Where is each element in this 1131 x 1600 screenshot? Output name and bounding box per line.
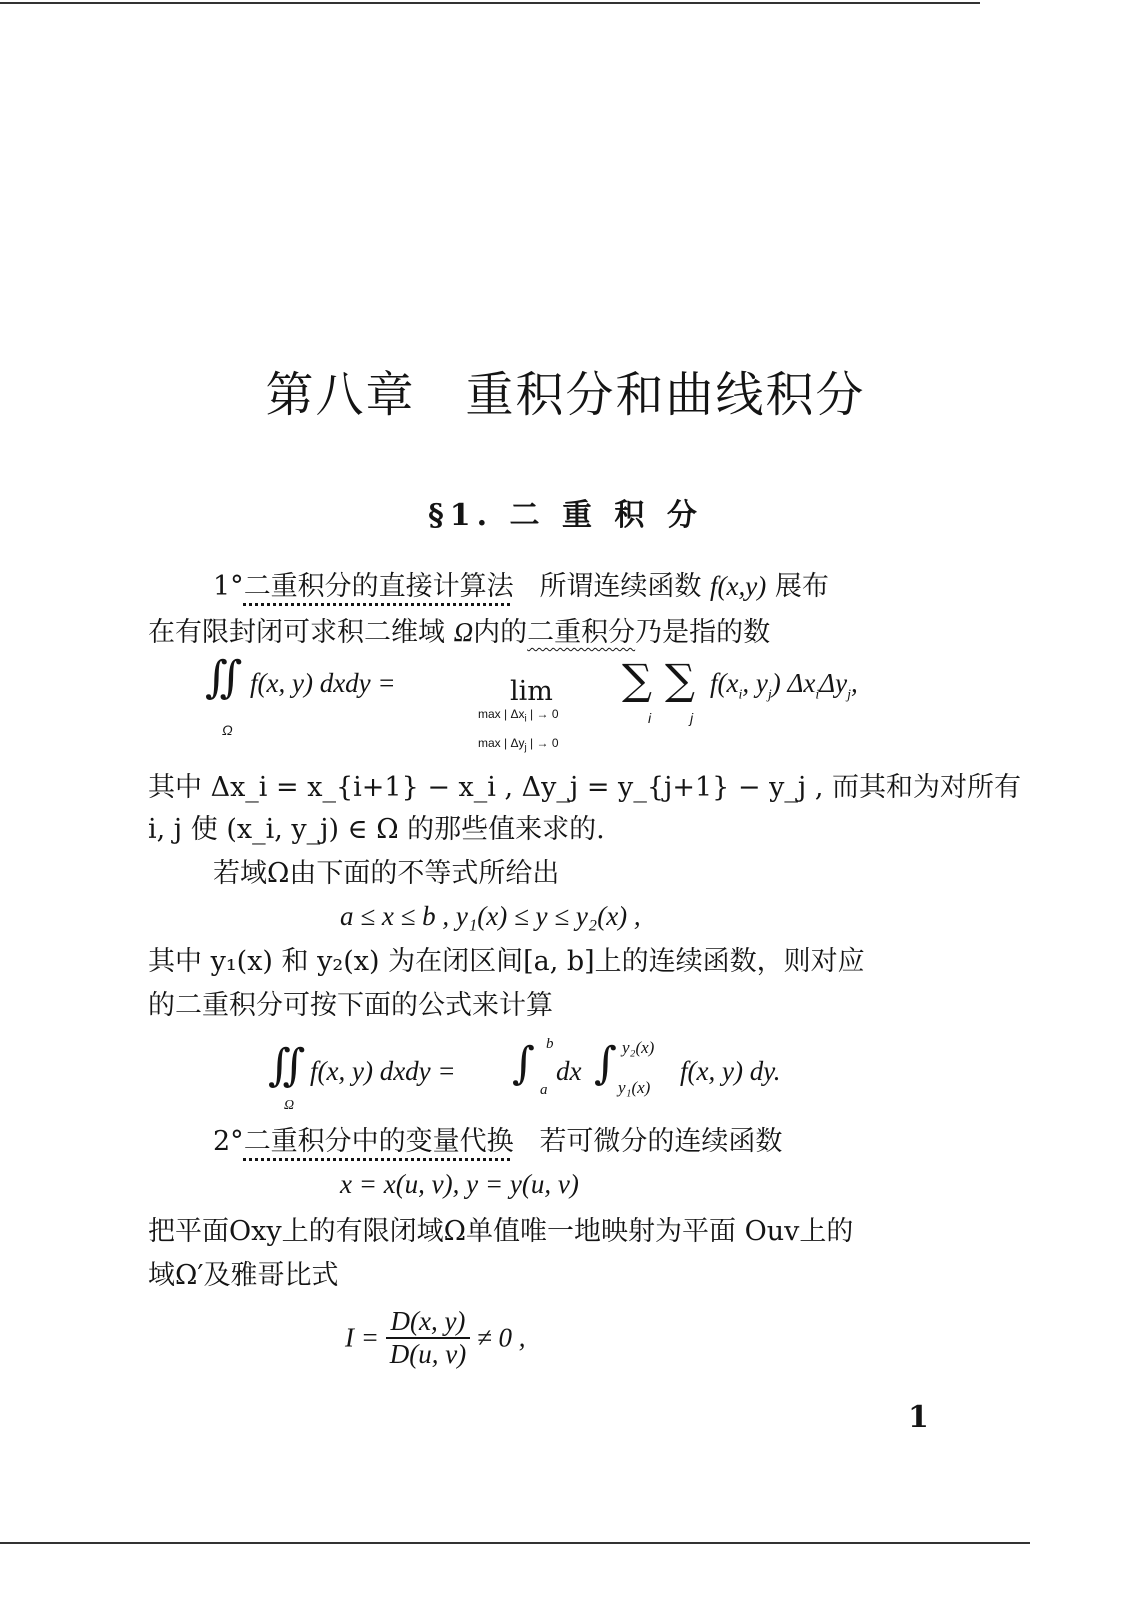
jacobian-denominator: D(u, v): [389, 1339, 467, 1369]
paragraph-2-line-1: 其中 Δx_i = x_{i+1} − x_i , Δy_j = y_{j+1} − y_j , 而其和为对所有: [148, 772, 1022, 803]
para1-func: f(x,y): [710, 571, 767, 601]
bottom-scan-edge: [0, 1542, 1030, 1544]
formula1-lhs: f(x, y) dxdy =: [250, 668, 396, 698]
paragraph-4-line-1: 其中 y₁(x) 和 y₂(x) 为在闭区间[a, b]上的连续函数，则对应: [148, 946, 865, 977]
paragraph-6-line-1: 把平面Oxy上的有限闭域Ω单值唯一地映射为平面 Ouv上的: [148, 1216, 854, 1247]
formula1-cond-y: [478, 736, 559, 753]
jacobian-lhs: I =: [345, 1322, 379, 1353]
formula1-cond-y-sub: j: [524, 742, 527, 754]
integral-sign-x: ∫: [512, 1038, 535, 1089]
formula1-cond-x-tail: | → 0: [526, 707, 559, 721]
formula2-lower-a: a: [540, 1082, 548, 1098]
chapter-title: 第八章 重积分和曲线积分: [265, 367, 866, 423]
sum-sign-j: ∑: [665, 655, 695, 704]
formula2-lower-y1: y₁(x): [618, 1078, 651, 1097]
jacobian-tail: ≠ 0 ,: [476, 1322, 526, 1353]
jacobian-formula: [345, 1306, 526, 1370]
paragraph-3: 若域Ω由下面的不等式所给出: [213, 858, 560, 889]
para1-marker: 1°: [213, 571, 244, 602]
formula2-dx: dx: [556, 1056, 582, 1086]
formula2-upper-b: b: [546, 1036, 554, 1052]
paragraph-5: [213, 1126, 782, 1158]
para5-marker: 2°: [213, 1126, 244, 1157]
jacobian-numerator: D(x, y): [386, 1306, 470, 1339]
formula1-rhs: $f(x_i$, $y_j$) $\Delta x_i\Delta y_j$,: [710, 668, 858, 703]
para1-text-b: 展布: [774, 571, 829, 602]
para1-text-a: 所谓连续函数: [539, 571, 702, 602]
formula1-cond-x-text: max | Δx: [478, 707, 525, 721]
formula1-lim: lim: [510, 676, 553, 707]
integral-sign-y: ∫: [594, 1038, 617, 1089]
formula2-upper-y2: y₂(x): [622, 1038, 655, 1057]
paragraph-4-line-2: 的二重积分可按下面的公式来计算: [148, 990, 553, 1021]
para1-line2-omega: Ω: [453, 617, 474, 647]
formula1-cond-y-tail: | → 0: [526, 736, 559, 750]
para5-text: 若可微分的连续函数: [539, 1126, 783, 1157]
para1-heading: 二重积分的直接计算法: [243, 571, 514, 602]
formula1-rhs-f: f(x: [710, 668, 739, 698]
sum-index-i: i: [648, 710, 652, 726]
substitution-formula: x = x(u, v), y = y(u, v): [340, 1169, 579, 1199]
para1-line2-post: 乃是指的数: [635, 617, 771, 648]
formula1-omega: Ω: [222, 722, 233, 738]
page-number: 1: [908, 1400, 929, 1435]
jacobian-fraction: [386, 1306, 470, 1370]
formula2-lhs: f(x, y) dxdy =: [310, 1056, 456, 1086]
sum-index-j: j: [690, 710, 694, 726]
double-integral-sign-2: ∬: [268, 1040, 306, 1091]
top-scan-edge: [0, 2, 980, 4]
paragraph-1-line-2: [148, 616, 770, 649]
sum-sign-i: ∑: [622, 655, 652, 704]
formula1-cond-y-text: max | Δy: [478, 736, 525, 750]
formula1-rhs-tail: ) Δx: [771, 668, 816, 698]
paragraph-2-line-2: i, j 使 (x_i, y_j) ∈ Ω 的那些值来求的.: [148, 814, 605, 845]
formula2-omega: Ω: [284, 1098, 295, 1113]
formula1-cond-x: [478, 707, 559, 724]
formula1-cond-x-sub: i: [524, 713, 527, 725]
paragraph-1-line-1: [213, 570, 829, 603]
inequality-formula: a ≤ x ≤ b , y₁(x) ≤ y ≤ y₂(x) ,: [340, 901, 641, 931]
double-integral-sign-1: ∬: [205, 652, 243, 703]
para5-heading: 二重积分中的变量代换: [243, 1126, 514, 1157]
formula2-rhs: f(x, y) dy.: [680, 1056, 781, 1086]
para1-line2-pre: 在有限封闭可求积二维域: [148, 617, 445, 648]
para1-line2-mid: 内的: [473, 617, 528, 648]
double-integral-term: 二重积分: [527, 617, 636, 648]
section-title: §1. 二 重 积 分: [428, 498, 703, 533]
paragraph-6-line-2: 域Ω′及雅哥比式: [148, 1260, 339, 1291]
